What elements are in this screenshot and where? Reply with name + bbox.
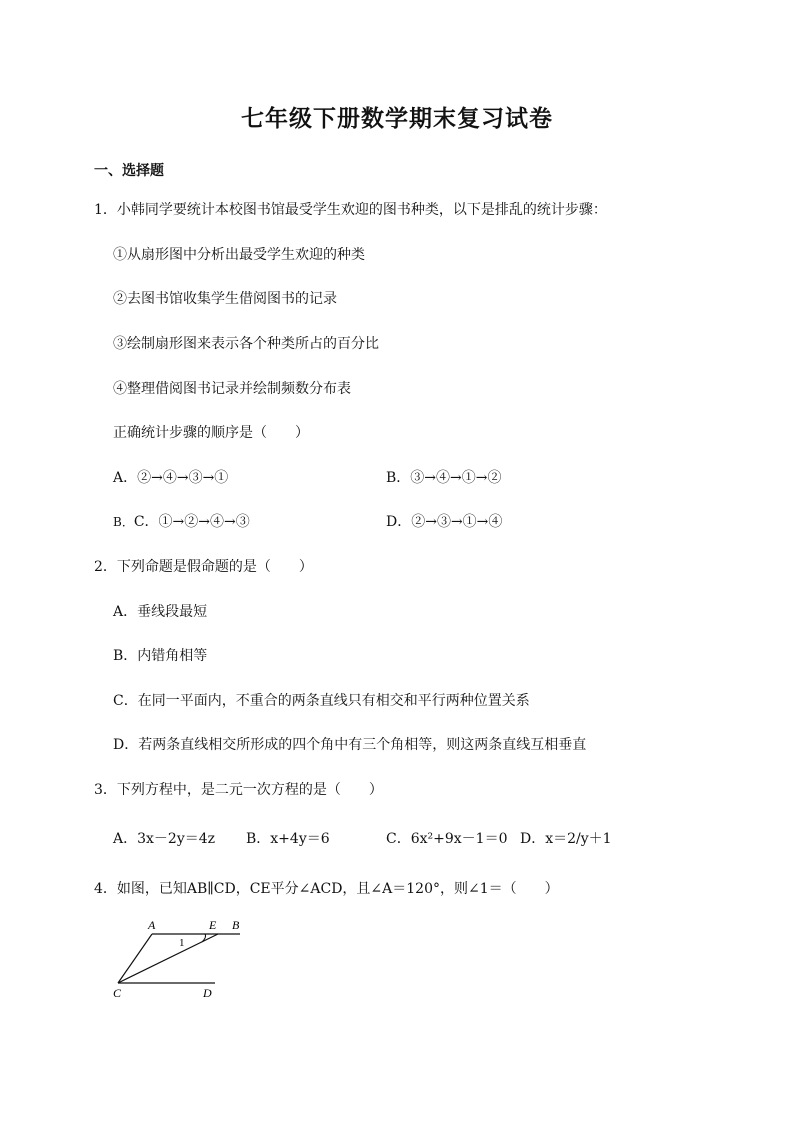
question-1-step-2: ②去图书馆收集学生借阅图书的记录 — [113, 291, 337, 307]
question-3-option-c[interactable]: C．6x²+9x－1＝0 — [386, 831, 508, 847]
option-c-text: C．①→②→④→③ — [133, 514, 250, 530]
label-angle-1: 1 — [179, 937, 185, 949]
question-3-option-d[interactable]: D．x＝2/y＋1 — [520, 831, 612, 847]
label-c: C — [113, 986, 122, 1000]
question-3-option-a[interactable]: A．3x－2y＝4z — [113, 831, 216, 847]
question-2-option-c[interactable]: C．在同一平面内，不重合的两条直线只有相交和平行两种位置关系 — [113, 693, 530, 709]
question-2-option-d[interactable]: D．若两条直线相交所形成的四个角中有三个角相等，则这两条直线互相垂直 — [113, 737, 587, 753]
question-2-option-a[interactable]: A．垂线段最短 — [113, 604, 208, 620]
question-3-option-b[interactable]: B．x+4y＝6 — [246, 831, 330, 847]
question-1-stem: 1．小韩同学要统计本校图书馆最受学生欢迎的图书种类，以下是排乱的统计步骤： — [94, 202, 607, 218]
question-1-option-d[interactable]: D．②→③→①→④ — [386, 514, 503, 530]
label-d: D — [203, 986, 212, 1000]
label-b: B — [232, 918, 240, 932]
question-4-stem: 4．如图，已知AB∥CD，CE平分∠ACD，且∠A＝120°，则∠1＝（ ） — [94, 881, 559, 897]
label-a: A — [148, 918, 156, 932]
question-1-step-3: ③绘制扇形图来表示各个种类所占的百分比 — [113, 336, 379, 352]
question-2-option-b[interactable]: B．内错角相等 — [113, 648, 208, 664]
question-2-stem: 2．下列命题是假命题的是（ ） — [94, 559, 313, 575]
question-3-stem: 3．下列方程中，是二元一次方程的是（ ） — [94, 782, 383, 798]
question-1-option-c[interactable] — [113, 513, 250, 531]
page-title: 七年级下册数学期末复习试卷 — [241, 105, 553, 132]
question-1-prompt: 正确统计步骤的顺序是（ ） — [113, 425, 309, 441]
question-1-step-1: ①从扇形图中分析出最受学生欢迎的种类 — [113, 247, 365, 263]
line-ac — [118, 934, 152, 983]
option-c-stray-prefix: B． — [113, 515, 134, 529]
question-1-option-b[interactable]: B．③→④→①→② — [386, 470, 502, 486]
section-heading: 一、选择题 — [94, 163, 164, 179]
question-1-option-a[interactable]: A．②→④→③→① — [113, 470, 229, 486]
question-1-step-4: ④整理借阅图书记录并绘制频数分布表 — [113, 381, 351, 397]
question-4-figure — [105, 915, 255, 1005]
label-e: E — [209, 918, 217, 932]
